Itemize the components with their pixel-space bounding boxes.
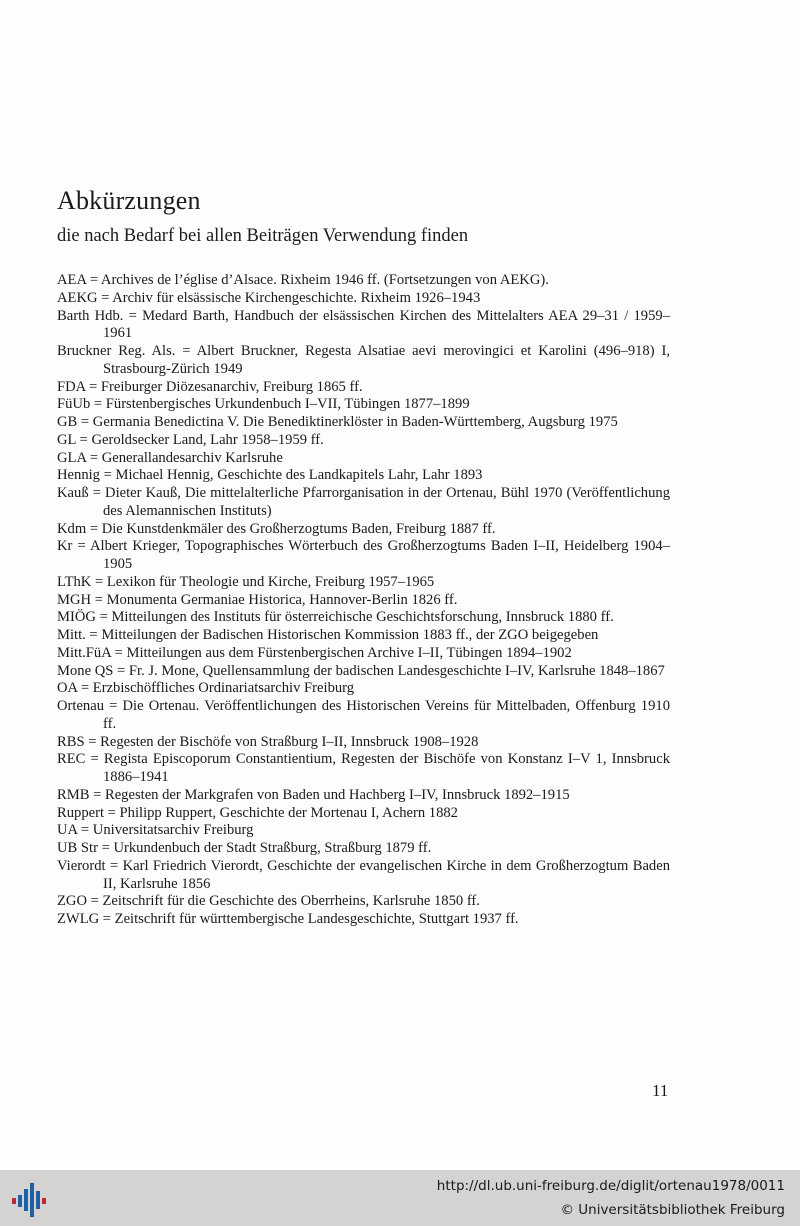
abbreviation-entry-hennig: Hennig = Michael Hennig, Geschichte des Landkapitels Lahr, Lahr 1893: [57, 467, 483, 484]
copyright-notice: © Universitätsbibliothek Freiburg: [560, 1202, 785, 1218]
abbreviation-entry-mitt-fua: Mitt.FüA = Mitteilungen aus dem Fürstenbergischen Archive I–II, Tübingen 1894–1902: [57, 644, 572, 661]
source-url-link[interactable]: http://dl.ub.uni-freiburg.de/diglit/ortenau1978/0011: [436, 1178, 785, 1194]
abbreviation-entry-ua: UA = Universitatsarchiv Freiburg: [57, 822, 254, 839]
abbreviation-entry-lthk: LThK = Lexikon für Theologie und Kirche, Freiburg 1957–1965: [57, 573, 435, 590]
abbreviation-entry-kr: Kr = Albert Krieger, Topographisches Wörterbuch des Großherzogtums Baden I–II, Heidelberg 1904–1905: [57, 538, 670, 572]
abbreviation-entry-oa: OA = Erzbischöffliches Ordinariatsarchiv Freiburg: [57, 680, 355, 697]
abbreviation-entry-kauss: Kauß = Dieter Kauß, Die mittelalterliche Pfarrorganisation in der Ortenau, Bühl 1970 (Veröffentlichung des Alemannischen Instituts): [57, 485, 670, 519]
library-footer: [0, 1170, 800, 1226]
abbreviation-entry-ortenau: Ortenau = Die Ortenau. Veröffentlichungen des Historischen Vereins für Mittelbaden, Offenburg 1910 ff.: [57, 698, 670, 732]
abbreviation-entry-mitt: Mitt. = Mitteilungen der Badischen Historischen Kommission 1883 ff., der ZGO beigegeben: [57, 627, 599, 643]
abbreviation-entry-rmb: RMB = Regesten der Markgrafen von Baden und Hachberg I–IV, Innsbruck 1892–1915: [57, 786, 570, 803]
abbreviation-entry-rbs: RBS = Regesten der Bischöfe von Straßburg I–II, Innsbruck 1908–1928: [57, 733, 479, 750]
abbreviation-entry-fueub: FüUb = Fürstenbergisches Urkundenbuch I–VII, Tübingen 1877–1899: [57, 396, 470, 413]
abbreviation-entry-gl: GL = Geroldsecker Land, Lahr 1958–1959 ff.: [57, 431, 324, 448]
page-title: Abkürzungen: [57, 186, 201, 215]
abbreviation-entry-vierordt: Vierordt = Karl Friedrich Vierordt, Geschichte der evangelischen Kirche in dem Großherzogtum Baden II, Karlsruhe 1856: [57, 857, 670, 892]
abbreviation-entry-fda: FDA = Freiburger Diözesanarchiv, Freiburg 1865 ff.: [57, 378, 363, 395]
abbreviation-entry-mgh: MGH = Monumenta Germaniae Historica, Hannover-Berlin 1826 ff.: [57, 591, 458, 608]
abbreviation-entry-ruppert: Ruppert = Philipp Ruppert, Geschichte der Mortenau I, Achern 1882: [57, 804, 458, 821]
abbreviation-entry-aea: AEA = Archives de l’église d’Alsace. Rixheim 1946 ff. (Fortsetzungen von AEKG).: [57, 272, 549, 288]
abbreviation-entry-rec: REC = Regista Episcoporum Constantientium, Regesten der Bischöfe von Konstanz I–V 1, Innsbruck 1886–1941: [57, 751, 670, 785]
abbreviation-entry-mone-qs: Mone QS = Fr. J. Mone, Quellensammlung der badischen Landesgeschichte I–IV, Karlsruhe 1848–1867: [57, 662, 665, 679]
page-number: 11: [652, 1081, 669, 1100]
abbreviation-entry-barth: Barth Hdb. = Medard Barth, Handbuch der elsässischen Kirchen des Mittelalters AEA 29–31 / 1959–1961: [57, 307, 670, 342]
abbreviation-entry-zgo: ZGO = Zeitschrift für die Geschichte des Oberrheins, Karlsruhe 1850 ff.: [57, 893, 480, 910]
abbreviation-entry-gla: GLA = Generallandesarchiv Karlsruhe: [57, 449, 283, 466]
ub-freiburg-logo-icon[interactable]: [10, 1179, 50, 1221]
abbreviation-entry-zwlg: ZWLG = Zeitschrift für württembergische Landesgeschichte, Stuttgart 1937 ff.: [57, 911, 519, 927]
abbreviation-list: [57, 272, 670, 929]
abbreviation-entry-aekg: AEKG = Archiv für elsässische Kirchengeschichte. Rixheim 1926–1943: [57, 289, 481, 306]
abbreviation-entry-ub-str: UB Str = Urkundenbuch der Stadt Straßburg, Straßburg 1879 ff.: [57, 840, 432, 856]
abbreviation-entry-kdm: Kdm = Die Kunstdenkmäler des Großherzogtums Baden, Freiburg 1887 ff.: [57, 520, 496, 537]
abbreviation-entry-gb: GB = Germania Benedictina V. Die Benediktinerklöster in Baden-Württemberg, Augsburg 1975: [57, 414, 618, 430]
page-subtitle: die nach Bedarf bei allen Beiträgen Verwendung finden: [57, 226, 469, 246]
abbreviation-entry-bruckner: Bruckner Reg. Als. = Albert Bruckner, Regesta Alsatiae aevi merovingici et Karolini (496–918) I, Strasbourg-Zürich 1949: [57, 343, 670, 377]
abbreviation-entry-mioeg: MIÖG = Mitteilungen des Instituts für österreichische Geschichtsforschung, Innsbruck 1880 ff.: [57, 609, 614, 626]
